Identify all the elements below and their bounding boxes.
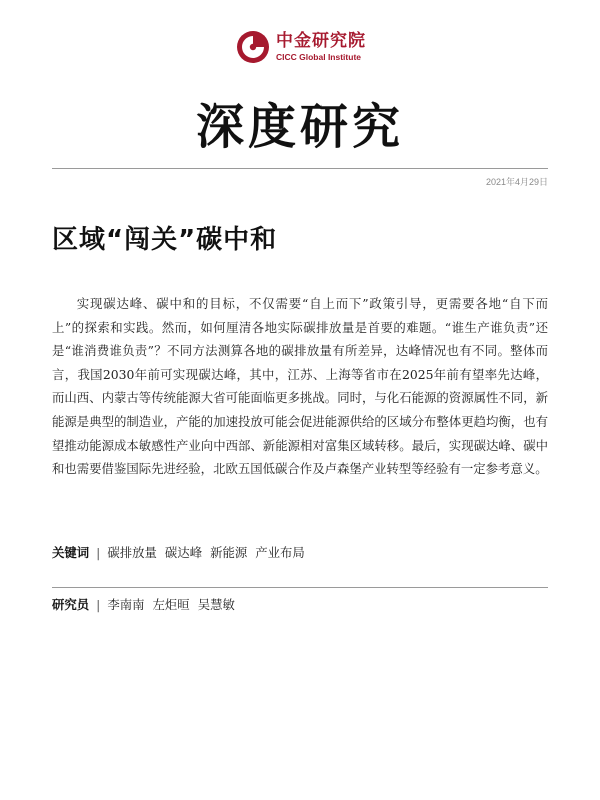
abstract-paragraph: 实现碳达峰、碳中和的目标，不仅需要“自上而下”政策引导，更需要各地“自下而上”的探索和实践。然而，如何厘清各地实际碳排放量是首要的难题。“谁生产谁负责”还是“谁消费谁负责”？不同方法测算各地的碳排放量有所差异，达峰情况也有不同。整体而言，我国2030年前可实现碳达峰，其中，江苏、上海等省市在2025年前有望率先达峰，而山西、内蒙古等传统能源大省可能面临更多挑战。同时，与化石能源的资源属性不同，新能源是典型的制造业，产能的加速投放可能会促进能源供给的区域分布整体更趋均衡，也有望推动能源成本敏感性产业向中西部、新能源相对富集区域转移。最后，实现碳达峰、碳中和也需要借鉴国际先进经验，北欧五国低碳合作及卢森堡产业转型等经验有一定参考意义。 [52, 296, 548, 477]
report-date: 2021年4月29日 [485, 177, 548, 187]
keyword: 碳排放量 [107, 545, 157, 560]
keywords-row [52, 543, 313, 561]
keyword: 新能源 [210, 545, 248, 560]
separator: | [96, 596, 101, 612]
report-title: 区域“闯关”碳中和 [52, 225, 278, 255]
author-name: 李南南 [107, 597, 145, 612]
author-name: 吴慧敏 [197, 597, 235, 612]
cicc-logo-icon [236, 30, 270, 64]
keyword: 碳达峰 [164, 545, 203, 560]
keywords-label: 关键词 [52, 545, 90, 560]
logo-name-en: CICC Global Institute [276, 51, 361, 62]
logo [236, 30, 366, 64]
authors-label: 研究员 [52, 597, 90, 612]
page-title: 深度研究 [195, 99, 404, 155]
authors-row [52, 595, 243, 613]
separator: | [96, 544, 101, 560]
divider [52, 168, 548, 169]
divider [52, 587, 548, 588]
logo-name-cn: 中金研究院 [276, 30, 366, 51]
keyword: 产业布局 [255, 545, 305, 560]
author-name: 左炬晅 [152, 597, 190, 612]
